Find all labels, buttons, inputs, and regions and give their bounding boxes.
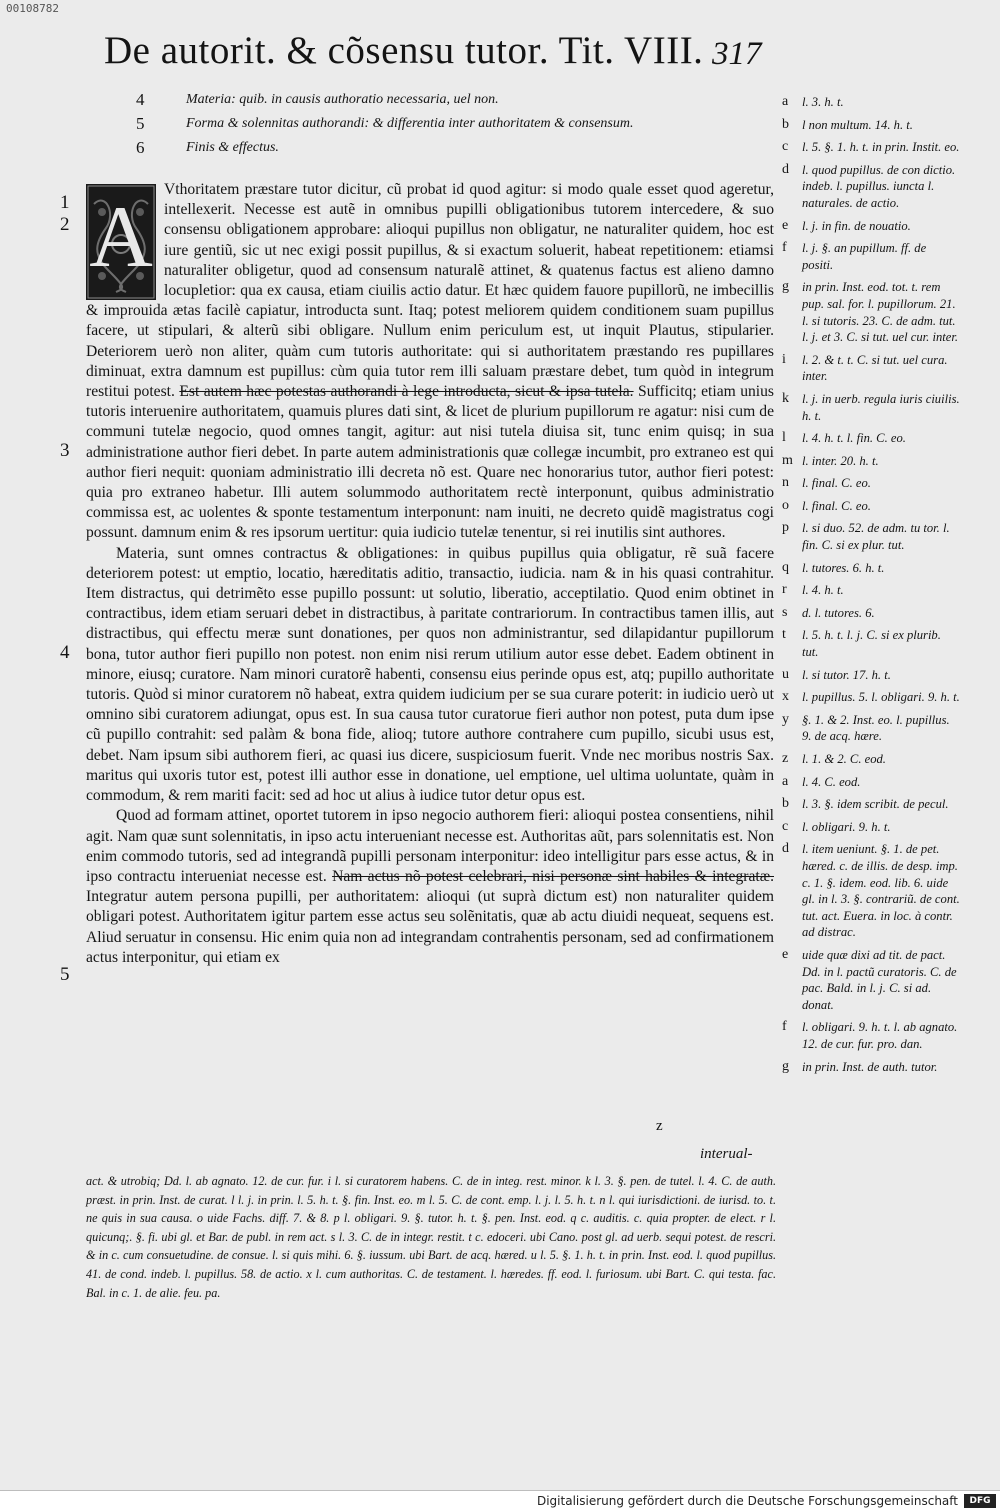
paragraph: Materia, sunt omnes contractus & obligationes: in quibus pupillus quia obligatur, rẽ suã facere deteriorem potest: ut emptio, locatio, hæreditatis aditio, transactio, iudicia. nam & in his quasi contrahitur. Item distractus, qui detrimẽto esse pupillo possunt: ut solutio, liberatio, acceptilatio. Quod enim obtinet in contractibus, idem etiam seruari debet in distractibus, à paritate contrariorum. In contractibus tamen illis, aut distractibus, qui effectu meræ sunt donationes, per quos non administrantur, sed dilapidantur pupillorum bona, tutor author fieri pupillo non potest. non enim nisi rerum utilium autor esse debet. Eadem obtinent in minore, eiusq; curatore. Nam minori curatorẽ habenti, consensu eius perinde opus est, atq; pupillo authoritate tutoris. Quòd si minor curatorem nõ habeat, extra quidem iudicium per se sua curare poterit: in iudicio uerò ut omnino sibi curatorem adiungat, opus est. In sua causa tutor curatorue fieri author non potest, puta dum ipse cũ pupillo contrahit: sed palàm & bona fide, alioq; tutore authore contrahere cum pupillo, sicubi usus est, debet. Nam ipsum sibi authorem fieri, ac quasi ius dicere, suspiciosum fuerit. Vnde nec moribus nostris Sax. maritus qui uxoris tutor est, potest illi author esse in donatione, uel emptione, uel ultima uoluntate, quàm in commodum, & rem mariti facit: sed ad hoc ut alius à iudice tutor detur opus est. [86,544,774,805]
marginal-note [782,689,960,706]
marginal-note [782,94,960,111]
note-text: in prin. Inst. de auth. tutor. [802,1059,938,1074]
note-key: i [782,351,786,367]
marginal-note [782,352,960,385]
note-text: l. 3. h. t. [802,95,844,109]
note-key: e [782,946,789,962]
paragraph [86,806,774,968]
section-number: 1 [60,192,70,213]
marginal-note [782,841,960,941]
marginal-note [782,819,960,836]
note-text: l. final. C. eo. [802,498,871,513]
marginal-note [782,712,960,745]
paragraph [86,180,774,544]
section-number: 2 [60,214,70,235]
note-key: s [782,604,788,620]
marginal-note [782,240,960,273]
credit-bar [0,1490,1000,1512]
marginal-note [782,279,960,345]
marginal-note [782,582,960,599]
section-number: 4 [60,642,70,663]
toc-text: Finis & effectus. [186,140,279,155]
note-text: l. inter. 20. h. t. [802,453,879,468]
catchword: interual- [700,1146,753,1162]
marginal-note [782,520,960,553]
note-text: l. 5. h. t. l. j. C. si ex plurib. tut. [802,628,941,660]
initial-letter: A [89,189,153,286]
note-key: b [782,116,789,132]
note-text: l. 4. C. eod. [802,774,861,789]
note-text: l. si tutor. 17. h. t. [802,667,891,682]
note-key: l [782,430,786,446]
note-key: t [782,627,786,643]
marginal-note [782,117,960,134]
note-text: l. obligari. 9. h. t. l. ab agnato. 12. de cur. fur. pro. dan. [802,1020,958,1051]
marginal-note [782,667,960,684]
funding-credit: Digitalisierung gefördert durch die Deutsche Forschungsgemeinschaft [536,1494,958,1508]
note-text: l. 2. & t. t. C. si tut. uel cura. inter. [802,352,948,384]
paragraph-text: Integratur autem persona pupilli, per authoritatem: alioqui (ut suprà dictum est) non naturaliter quidem obligari potest. Authoritatem igitur partem esse actus seu solẽnitatis, quæ ab actu diuidi nequeat, sequens est. Aliud seruatur in consensu. Hic enim quia non ad integrandam contrahentis personam, sed ad confirmationem actus interponitur, qui etiam ex [86,888,774,966]
note-key: a [782,94,789,109]
note-text: l. item ueniunt. §. 1. de pet. hæred. c. de illis. de desp. imp. c. 1. §. idem. eod. lib. 6. uide gl. in l. 3. §. contrariũ. de cont. tut. act. Euera. in loc. à contr. ad distrac. [802,842,960,940]
note-text: l. j. §. an pupillum. ff. de positi. [802,241,927,272]
note-key: o [782,497,789,513]
marginal-note [782,430,960,447]
marginal-note [782,627,960,660]
note-text: l. j. in uerb. regula iuris ciuilis. h. t. [802,391,960,423]
decorated-initial [86,184,156,300]
marginal-note [782,947,960,1013]
toc-row [0,92,780,116]
note-text: l. obligari. 9. h. t. [802,819,891,834]
toc-number: 4 [136,90,145,109]
shelfmark: 00108782 [6,2,59,15]
note-text: d. l. tutores. 6. [802,605,875,620]
paragraph-text: Sufficitq; etiam unius tutoris interuenire authoritatem, quamuis plures dati sint, & licet de plurium pupillorum re agatur: nisi cum de communi tutelæ negocio, quod omnes tangit, agitur: aut nisi tutela diuisa sit, tunc enim quisq; in sua administratione author fieri debet. In parte autem administrationis quæ collegæ incumbit, pro extraneo est qui author fieri nequit: quoniam administratio illi decreta nõ est. Quare nec honorarius tutor, author fieri potest: quia pro extraneo habetur. Illi autem solummodo authoritatem rectè interponunt, quibus administratio commissa est, ac uolentes & sponte testamentum interponunt: nam inuiti, ne decreto quidẽ magistratus cogi possunt. damnum enim & res ipsorum uertitur: quia iudicio tutelæ tenentur, si rei inutilis sint authores. [86,383,774,542]
toc-row [0,140,780,164]
note-text: l. tutores. 6. h. t. [802,560,885,575]
note-key: c [782,818,789,834]
note-text: l. j. in fin. de nouatio. [802,218,911,233]
note-key: a [782,773,789,789]
marginal-note [782,605,960,622]
marginal-note [782,751,960,768]
note-text: l. 1. & 2. C. eod. [802,752,886,766]
marginal-note [782,475,960,492]
paragraph-text: Quod ad formam attinet, oportet tutorem in ipso negocio authorem fieri: alioqui postea consentiens, nihil agit. Nam quæ sunt solennitatis, in ipso actu interueniant necesse est. Authoritas aũt, pars solennitatis est. Non enim commodo tutoris, sed ad integrandã pupilli personam interponitur: ideo intelligitur pars esse actus, & in ipso contractu interueniat necesse est. [86,807,774,885]
struck-text: Nam actus nõ potest celebrari, nisi personæ sint habiles & integratæ. [332,867,774,885]
note-text: l. 4. h. t. [802,583,844,598]
note-key: q [782,559,789,575]
toc-text: Materia: quib. in causis authoratio necessaria, uel non. [186,92,499,107]
note-text: in prin. Inst. eod. tot. t. rem pup. sal. for. l. pupillorum. 21. l. si tutoris. 23. C. de adm. tut. l. j. et 3. C. si tut. uel cur. inter. [802,280,959,345]
note-key: y [782,711,789,727]
marginal-note [782,560,960,577]
page-number: 317 [712,36,762,72]
note-key: f [782,1019,787,1035]
marginal-notes [782,94,960,1081]
marginal-note [782,453,960,470]
note-text: l. 4. h. t. l. fin. C. eo. [802,431,906,446]
toc-number: 5 [136,114,145,133]
main-text [86,180,774,968]
toc-number: 6 [136,138,145,157]
note-text: l. quod pupillus. de con dictio. indeb. l. pupillus. iuncta l. naturales. de actio. [802,162,956,210]
note-text: uide quæ dixi ad tit. de pact. Dd. in l. pactũ curatoris. C. de pac. Bald. in l. j. C. si ad. donat. [802,947,957,1012]
note-key: e [782,217,789,233]
note-key: c [782,139,789,155]
toc-row [0,116,780,140]
signature-mark: z [656,1118,663,1134]
note-text: l. 5. §. 1. h. t. in prin. Instit. eo. [802,140,960,155]
marginal-note [782,1019,960,1052]
note-key: x [782,689,789,705]
marginal-note [782,498,960,515]
footnotes: act. & utrobiq; Dd. l. ab agnato. 12. de cur. fur. i l. si curatorem habens. C. de in integ. rest. minor. k l. 3. §. pen. de tutel. l. 4. C. de auth. præst. in prin. Inst. de curat. l l. j. in prin. l. 5. h. t. §. fin. Inst. eo. m l. 5. C. de cont. emp. l. j. l. 5. h. t. n l. qui iurisdictioni. de iurisd. to. t. ne quis in sua causa. o uide Fachs. diff. 7. & 8. p l. obligari. 9. §. tutor. h. t. §. pen. Inst. eod. q c. auditis. c. quia propter. de elect. r l. quicunq;. §. fi. ubi gl. et Bar. de publ. in rem act. s l. 3. C. de in integr. restit. t c. edoceri. ubi Cano. post gl. ad uerb. sequi potest. de rescri. & in c. cum consuetudine. de consue. l. si quis mihi. 6. §. iussum. ubi Bart. de acq. hæred. u l. 5. §. 1. h. t. in prin. Inst. eod. l. quod pupillus. 41. de cond. indeb. l. pupillus. 58. de actio. x l. cum authoritas. C. de testament. l. hæredes. ff. eod. l. furiosum. ubi Bart. C. qui testa. fac. Bal. in c. 1. de alie. feu. pa. [86,1174,776,1300]
note-key: b [782,796,789,812]
section-number: 3 [60,440,70,461]
note-key: k [782,390,789,406]
note-key: r [782,582,787,598]
paragraph-text: Vthoritatem præstare tutor dicitur, cũ probat id quod agitur: si modo quale esset quod ageretur, intellexerit. Necesse est autẽ in omnibus pupilli obligationibus tutorem intercedere, & suo consensu obligationem approbare: alioqui pupillus non obligatur, ne naturaliter quidem, hoc est iure gentiũ, sic ut nec exigi possit pupillus, & si exactum soluerit, habeat repetitionem: etiamsi naturaliter obligetur, quod ad consensum naturalẽ attinet, & quatenus factus est alieno damno locupletior: qua ex causa, etiam ciuilis actio datur. Et hæc quidem fauore pupillorũ, ne imbecillis & improuida ætas facilè capiatur, introducta sunt. Itaq; potest meliorem quidem conditionem suam pupillus facere, ut stipulari, & alterũ sibi obligare. Nullum enim periculum est, ut inquit Plautus, stipularier. Deteriorem uerò non aliter, quàm cum tutoris authoritate: qui si authoritatem præstando res pupillares diminuat, extra damnum est pupillus: cùm quia tutor rem illi saluam præstare debet, tum quòd in integrum restitui potest. [86,181,774,401]
toc-text: Forma & solennitas authorandi: & differentia inter authoritatem & consensum. [186,116,634,131]
note-text: l. pupillus. 5. l. obligari. 9. h. t. [802,690,960,705]
note-text: l. final. C. eo. [802,476,871,491]
marginal-note [782,139,960,156]
note-text: l. si duo. 52. de adm. tu tor. l. fin. C. si ex plur. tut. [802,521,950,553]
marginal-note [782,774,960,791]
dfg-logo: DFG [964,1494,996,1508]
note-text: l. 3. §. idem scribit. de pecul. [802,797,949,812]
marginal-note [782,391,960,424]
note-key: n [782,475,789,491]
note-key: g [782,1058,789,1074]
note-key: u [782,666,789,682]
section-number: 5 [60,964,70,985]
marginal-note [782,796,960,813]
marginal-note [782,218,960,235]
note-key: d [782,841,789,857]
marginal-note [782,162,960,212]
running-head [0,28,1000,88]
struck-text: Est autem hæc potestas authorandi à lege introducta, sicut & ipsa tutela. [179,383,634,401]
note-key: z [782,751,789,766]
note-key: m [782,452,793,468]
note-key: d [782,161,789,177]
note-key: f [782,240,787,256]
note-key: g [782,279,789,295]
page-title: De autorit. & cõsensu tutor. Tit. VIII. [104,29,704,72]
note-text: l non multum. 14. h. t. [802,117,913,132]
note-key: p [782,520,789,536]
note-text: §. 1. & 2. Inst. eo. l. pupillus. 9. de acq. hære. [802,712,950,744]
marginal-note [782,1059,960,1076]
